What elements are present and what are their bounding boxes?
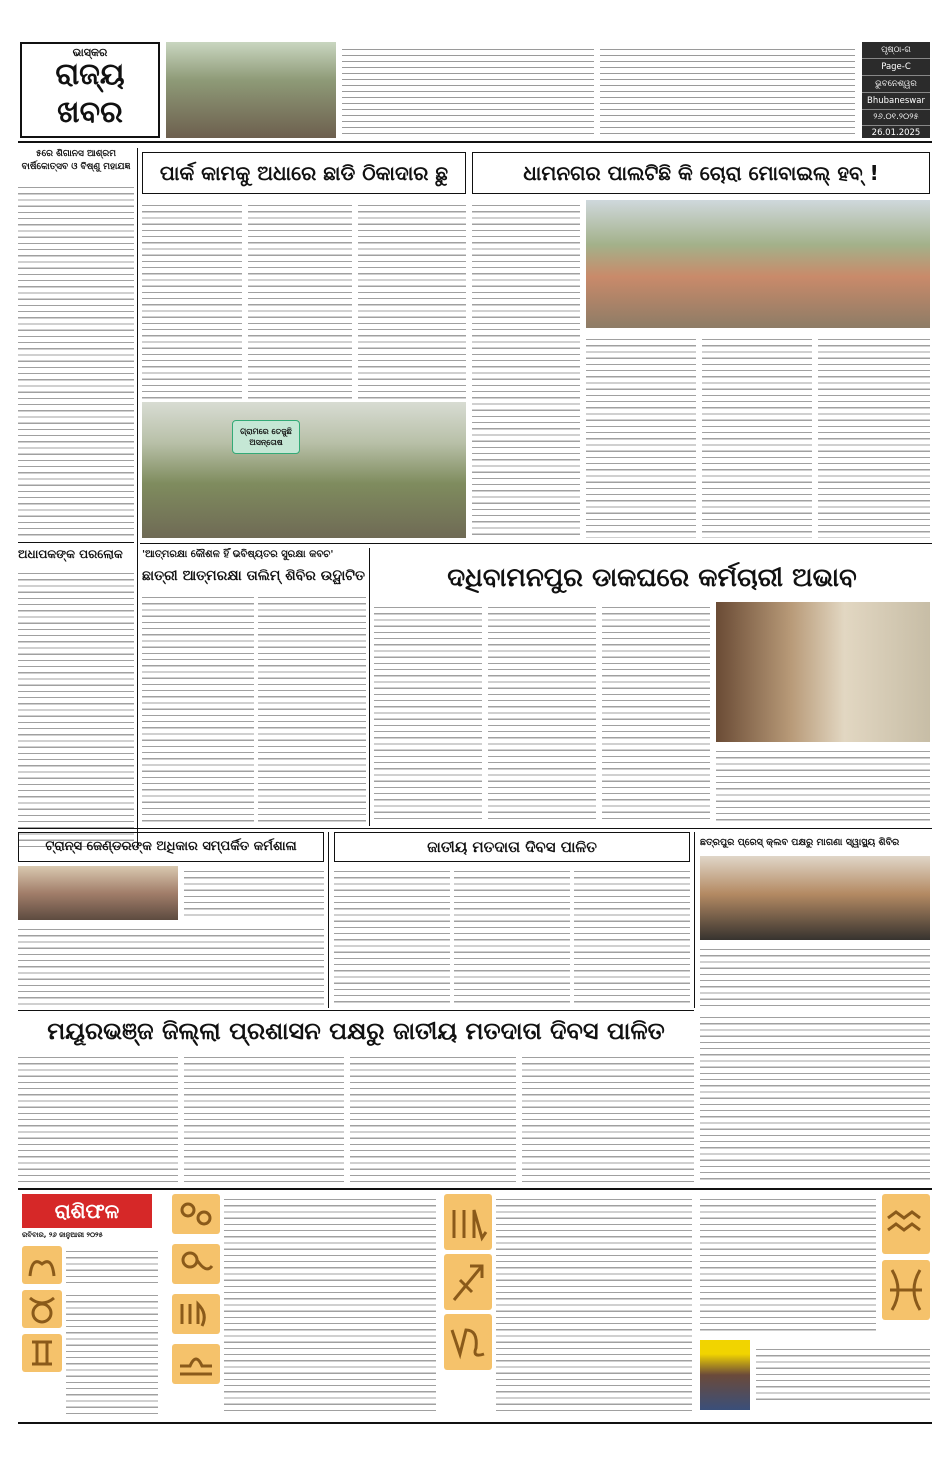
health-body [700, 944, 930, 1008]
page-label-en: Page-C [862, 59, 930, 76]
transgender-headline-box [18, 832, 324, 862]
left-story1-headline: ୫ରେ ଶିଗାନସ ଆଶ୍ରମ ବାର୍ଷିକୋତ୍ସବ ଓ ବିଷ୍ଣୁ ମହାଯଜ୍ଞ [21, 149, 131, 172]
selfdefense-body-col2 [258, 592, 366, 824]
postoffice-body-col1 [374, 602, 482, 824]
aries-text [66, 1246, 158, 1284]
park-tag-label: ଗ୍ରାମରେ ତେଜୁଛି ଅସନ୍ତୋଷ [240, 427, 292, 447]
voters-rule [694, 832, 695, 1008]
virgo-icon [172, 1294, 220, 1334]
city-label: ଭୁବନେଶ୍ୱର [862, 76, 930, 93]
transgender-photo [18, 866, 178, 920]
voters-body-col1 [334, 866, 450, 1006]
mayurbhanj-body-col4 [522, 1052, 694, 1184]
selfdefense-quote: 'ଆତ୍ମରକ୍ଷା କୌଶଳ ହିଁ ଭବିଷ୍ୟତର ସୁରକ୍ଷା କବଚ' [142, 549, 334, 560]
row1-divider [140, 543, 932, 544]
health-photo [700, 856, 930, 940]
park-body-col2 [248, 200, 352, 400]
city-label-en: Bhubaneswar [862, 93, 930, 110]
mayurbhanj-body-col2 [184, 1052, 344, 1184]
pisces-icon [882, 1260, 930, 1320]
sagittarius-icon [444, 1254, 492, 1310]
astrologer-info [756, 1344, 930, 1400]
rashi-col1-text [66, 1290, 158, 1416]
page-info-box [862, 42, 930, 138]
mayurbhanj-headline: ମୟୂରଭଞ୍ଜ ଜିଲ୍ଲା ପ୍ରଶାସନ ପକ୍ଷରୁ ଜାତୀୟ ମତଦାତା ଦିବସ ପାଳିତ [47, 1017, 665, 1045]
rashi-col2-text [224, 1194, 436, 1416]
voters-headline: ଜାତୀୟ ମତଦାତା ଦିବସ ପାଳିତ [427, 838, 597, 856]
left-story1-body [18, 182, 134, 537]
park-body-col3 [358, 200, 466, 400]
mayurbhanj-body-col3 [350, 1052, 516, 1184]
page-label: ପୃଷ୍ଠା-ଗ [862, 42, 930, 59]
postoffice-headline: ଦଧିବାମନପୁର ଡାକଘରେ କର୍ମଚାରୀ ଅଭାବ [447, 563, 857, 593]
mobile-body-col2 [586, 334, 696, 538]
leo-icon [172, 1244, 220, 1284]
selfdefense-headline: ଛାତ୍ରୀ ଆତ୍ମରକ୍ଷା ତାଲିମ୍ ଶିବିର ଉଦ୍ଘାଟିତ [142, 568, 365, 584]
date-label: ୨୬.୦୧.୨୦୨୫ [862, 110, 930, 126]
masthead-story-text-2 [600, 44, 855, 136]
left-column-rule [137, 148, 138, 848]
mayurbhanj-body-col1 [18, 1052, 178, 1184]
mobile-photo [586, 200, 930, 328]
transgender-rule [328, 832, 329, 1008]
rashifal-title [22, 1194, 152, 1228]
park-photo [142, 402, 466, 538]
transgender-body-col1 [184, 866, 324, 920]
transgender-headline: ଟ୍ରାନ୍ସ ଜେଣ୍ଡରଙ୍କ ଅଧିକାର ସମ୍ପର୍କିତ କର୍ମଶାଳା [45, 839, 297, 854]
postoffice-body-col3 [602, 602, 710, 824]
masthead-story-text-1 [342, 44, 594, 136]
voters-body-col3 [574, 866, 690, 1006]
left-story2-body [18, 568, 134, 848]
rashi-col4-text [700, 1194, 876, 1334]
row4-divider [18, 1188, 932, 1190]
logo-top-word: ରାଜ୍ୟ [55, 57, 125, 92]
left-divider [18, 542, 134, 543]
row3-divider [18, 1010, 694, 1011]
capricorn-icon [444, 1314, 492, 1370]
gemini-icon [22, 1334, 62, 1372]
park-tag [232, 420, 300, 454]
rashi-col3-text [496, 1194, 692, 1416]
astrologer-photo [700, 1340, 750, 1410]
health-body-continued [700, 1012, 930, 1184]
mobile-body-col4 [818, 334, 930, 538]
paper-name-small: ଭାସ୍କର [72, 46, 108, 59]
libra-icon [172, 1344, 220, 1384]
health-headline: ଛତ୍ରପୁର ପ୍ରେସ୍ କ୍ଲବ ପକ୍ଷରୁ ମାଗଣା ସ୍ୱାସ୍ଥ୍ୟ ଶିବିର [700, 837, 900, 848]
cancer-icon [172, 1194, 220, 1234]
park-headline-box [142, 152, 466, 194]
transgender-body-col2 [18, 924, 324, 1006]
masthead-logo [20, 42, 160, 138]
masthead-photo [166, 42, 336, 138]
footer-rule [18, 1422, 932, 1424]
left-story2-headline: ଅଧାପକଙ୍କ ପରଲୋକ [18, 547, 123, 561]
taurus-icon [22, 1290, 62, 1328]
rashifal-date: ରବିବାର, ୨୬ ଜାନୁଆରୀ ୨୦୨୫ [22, 1231, 103, 1239]
masthead [0, 0, 945, 140]
masthead-divider [18, 141, 932, 143]
left-column [18, 148, 134, 848]
selfdefense-rule [369, 548, 370, 826]
postoffice-body-col4 [716, 746, 930, 824]
mobile-body-col1 [472, 200, 580, 538]
postoffice-body-col2 [488, 602, 596, 824]
mobile-headline-box [472, 152, 930, 194]
mobile-body-col3 [702, 334, 812, 538]
row2-divider [18, 828, 932, 829]
voters-headline-box [334, 832, 690, 862]
mobile-headline: ଧାମନଗର ପାଲଟିଛି କି ଚୋରା ମୋବାଇଲ୍ ହବ୍ ! [523, 161, 879, 185]
park-headline: ପାର୍କ କାମକୁ ଅଧାରେ ଛାଡି ଠିକାଦାର ଛୁ [159, 161, 449, 185]
postoffice-photo [716, 602, 930, 742]
rashifal-title-text: ରାଶିଫଳ [54, 1199, 120, 1223]
scorpio-icon [444, 1194, 492, 1250]
date-label-en: 26.01.2025 [871, 128, 921, 138]
park-body-col1 [142, 200, 242, 400]
aquarius-icon [882, 1194, 930, 1254]
aries-icon [22, 1246, 62, 1284]
logo-bottom-word: ଖବର [57, 95, 123, 130]
voters-body-col2 [454, 866, 570, 1006]
selfdefense-body-col1 [142, 592, 254, 824]
